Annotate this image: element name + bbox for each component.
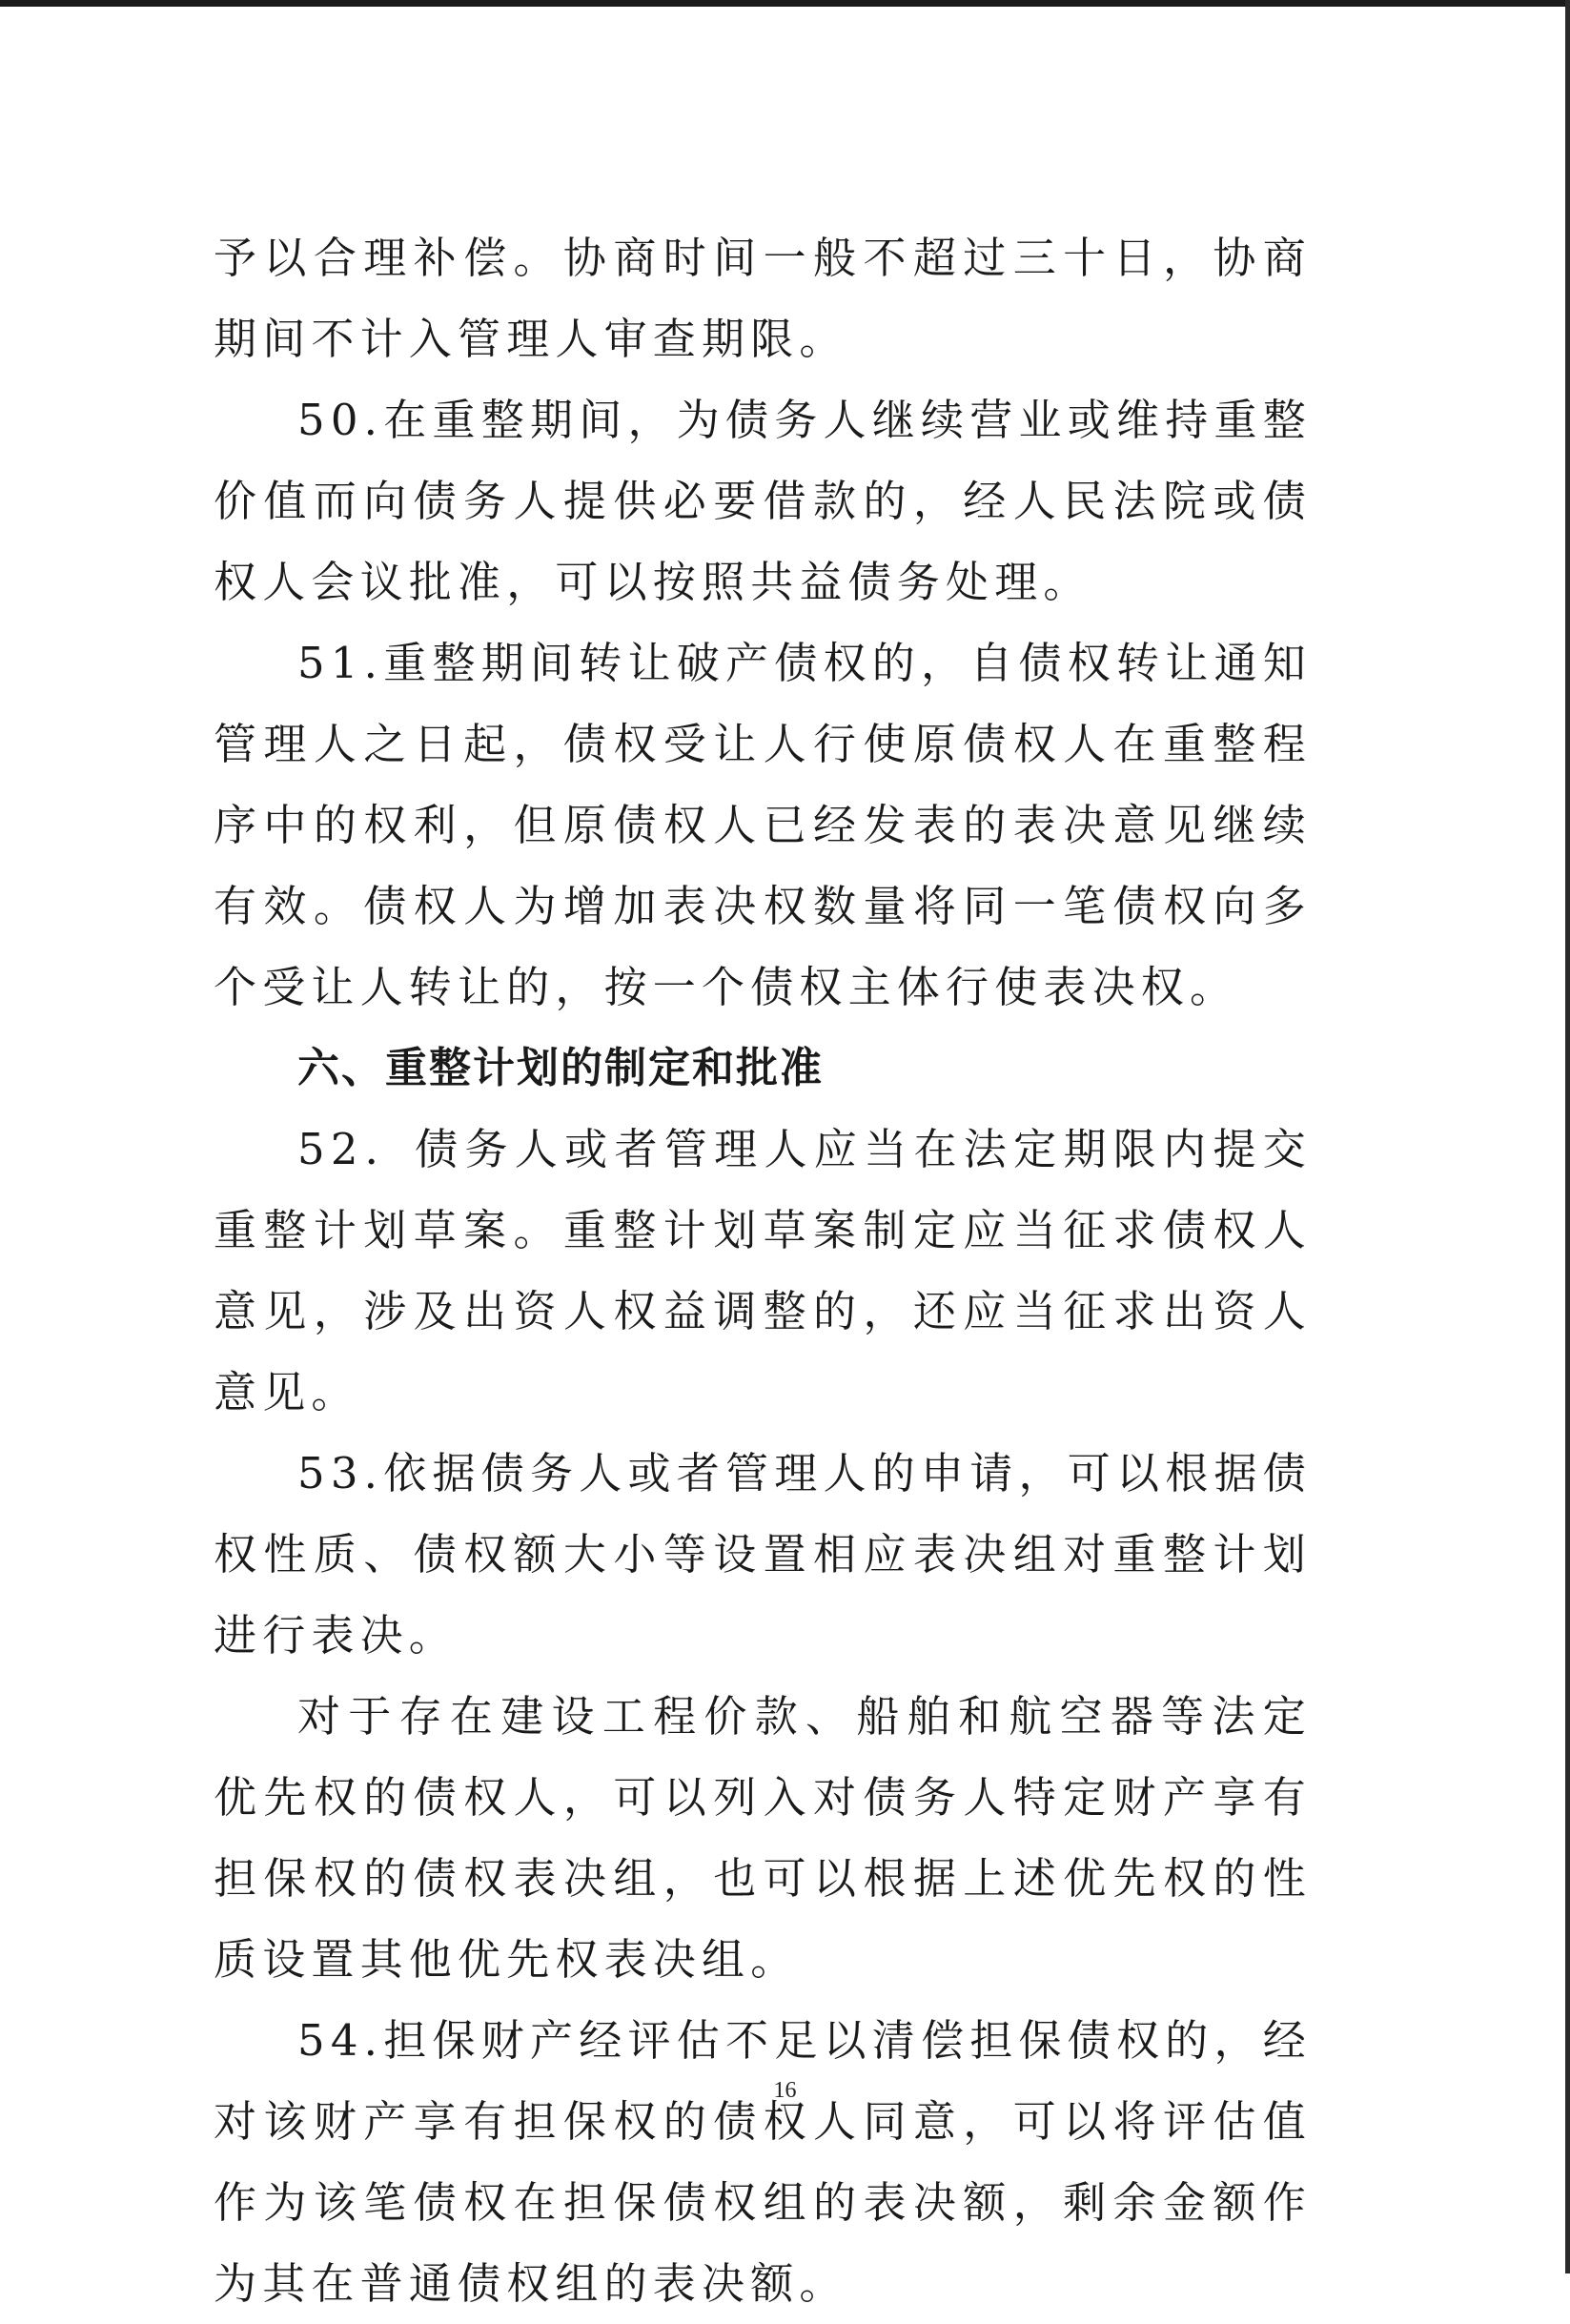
paragraph-article-52: 52．债务人或者管理人应当在法定期限内提交重整计划草案。重整计划草案制定应当征求债权人意见，涉及出资人权益调整的，还应当征求出资人意见。 [214, 1124, 1312, 1417]
paragraph-article-53: 53.依据债务人或者管理人的申请，可以根据债权性质、债权额大小等设置相应表决组对重整计划进行表决。 [214, 1448, 1312, 1661]
section-heading: 六、重整计划的制定和批准 [297, 1044, 824, 1092]
document-body [214, 217, 1312, 2324]
paragraph-article-50: 50.在重整期间，为债务人继续营业或维持重整价值而向债务人提供必要借款的，经人民法院或债权人会议批准，可以按照共益债务处理。 [214, 395, 1312, 607]
paragraph-article-51: 51.重整期间转让破产债权的，自债权转让通知管理人之日起，债权受让人行使原债权人在重整程序中的权利，但原债权人已经发表的表决意见继续有效。债权人为增加表决权数量将同一笔债权向多个受让人转让的，按一个债权主体行使表决权。 [214, 638, 1312, 1012]
paragraph-continuation: 予以合理补偿。协商时间一般不超过三十日，协商期间不计入管理人审查期限。 [214, 233, 1312, 364]
page-number: 16 [773, 2078, 797, 2103]
scan-border-top [0, 0, 1570, 7]
scan-border-right [1565, 0, 1570, 2273]
paragraph-article-53-continued: 对于存在建设工程价款、船舶和航空器等法定优先权的债权人，可以列入对债务人特定财产享有担保权的债权表决组，也可以根据上述优先权的性质设置其他优先权表决组。 [214, 1691, 1312, 1985]
paragraph-article-54: 54.担保财产经评估不足以清偿担保债权的，经对该财产享有担保权的债权人同意，可以将评估值作为该笔债权在担保债权组的表决额，剩余金额作为其在普通债权组的表决额。 [214, 2015, 1312, 2309]
